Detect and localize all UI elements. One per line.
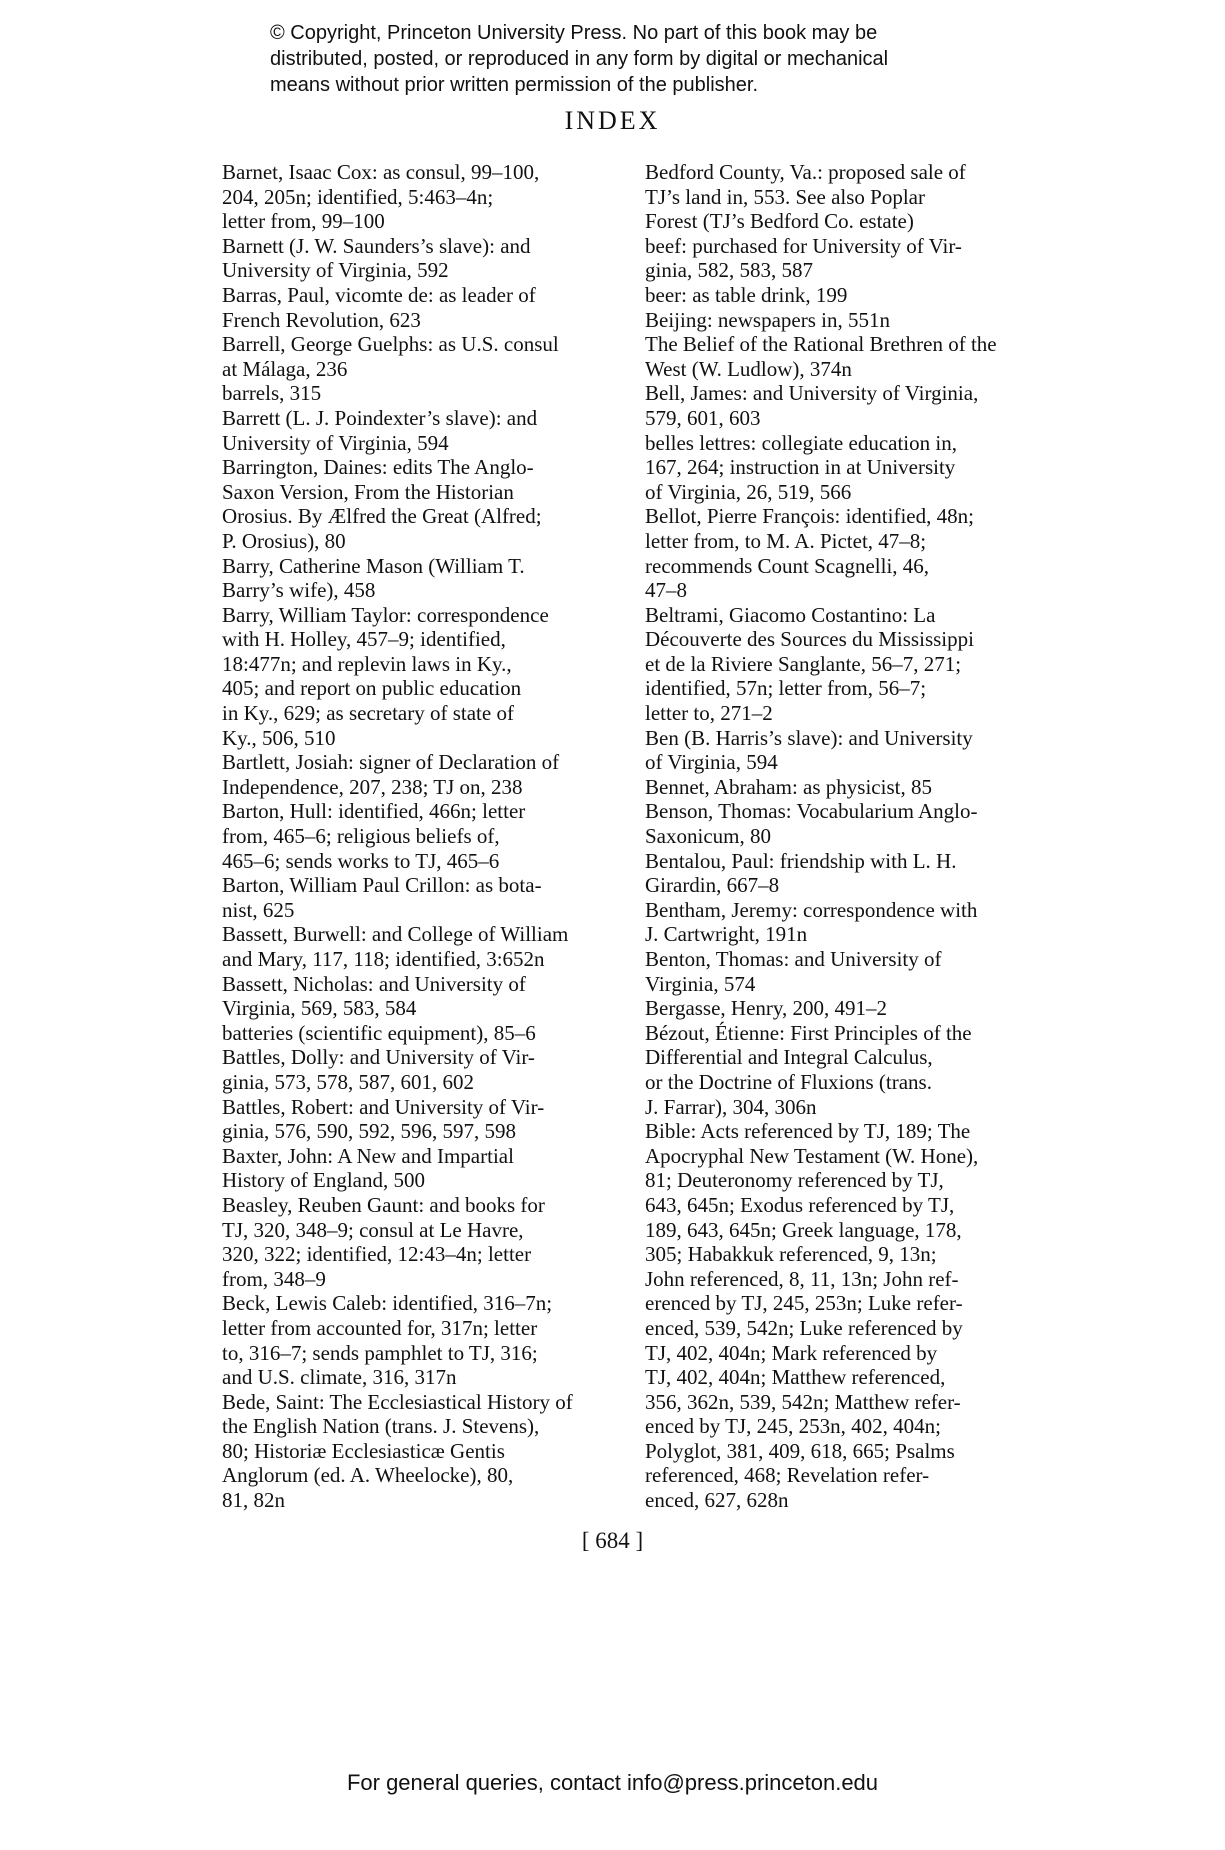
index-entry-line: Battles, Dolly: and University of Vir- bbox=[222, 1045, 535, 1070]
index-entry bbox=[645, 726, 1055, 775]
index-entry-line: Polyglot, 381, 409, 618, 665; Psalms bbox=[645, 1438, 955, 1463]
index-entry-line: 189, 643, 645n; Greek language, 178, bbox=[645, 1217, 962, 1242]
index-entry-line: TJ, 402, 404n; Mark referenced by bbox=[645, 1340, 938, 1365]
index-entry bbox=[222, 972, 647, 1021]
index-entry-line: 405; and report on public education bbox=[222, 676, 522, 701]
index-entry-line: Bellot, Pierre François: identified, 48n; bbox=[645, 504, 974, 529]
index-entry-line: enced by TJ, 245, 253n, 402, 404n; bbox=[645, 1414, 941, 1439]
index-entry bbox=[222, 406, 647, 455]
index-entry-line: University of Virginia, 592 bbox=[222, 258, 449, 283]
index-entry-line: 305; Habakkuk referenced, 9, 13n; bbox=[645, 1242, 937, 1267]
index-entry-line: identified, 57n; letter from, 56–7; bbox=[645, 676, 927, 701]
index-entry bbox=[222, 750, 647, 799]
index-entry bbox=[645, 799, 1055, 848]
index-entry-line: batteries (scientific equipment), 85–6 bbox=[222, 1020, 536, 1045]
index-entry bbox=[645, 849, 1055, 898]
index-entry-line: Baxter, John: A New and Impartial bbox=[222, 1143, 514, 1168]
index-entry bbox=[222, 1144, 647, 1193]
index-entry-line: 204, 205n; identified, 5:463–4n; bbox=[222, 184, 494, 209]
index-entry bbox=[645, 1119, 1055, 1513]
index-entry bbox=[645, 431, 1055, 505]
copyright-line: distributed, posted, or reproduced in any form by digital or mechanical bbox=[270, 48, 889, 70]
index-entry-line: letter to, 271–2 bbox=[645, 701, 773, 726]
index-entry-line: belles lettres: collegiate education in, bbox=[645, 430, 957, 455]
index-entry-line: letter from, 99–100 bbox=[222, 209, 385, 234]
index-entry-line: Apocryphal New Testament (W. Hone), bbox=[645, 1143, 979, 1168]
index-entry-line: Differential and Integral Calculus, bbox=[645, 1045, 933, 1070]
index-entry-line: Bergasse, Henry, 200, 491–2 bbox=[645, 996, 888, 1021]
copyright-line: © Copyright, Princeton University Press. No part of this book may be bbox=[270, 22, 878, 44]
index-entry-line: erenced by TJ, 245, 253n; Luke refer- bbox=[645, 1291, 963, 1316]
index-entry-line: with H. Holley, 457–9; identified, bbox=[222, 627, 506, 652]
index-entry-line: Barry, William Taylor: correspondence bbox=[222, 602, 549, 627]
index-entry-line: 579, 601, 603 bbox=[645, 405, 761, 430]
index-entry-line: Beasley, Reuben Gaunt: and books for bbox=[222, 1192, 545, 1217]
index-entry-line: Barnet, Isaac Cox: as consul, 99–100, bbox=[222, 160, 540, 184]
copyright-notice bbox=[270, 20, 970, 98]
index-column-right bbox=[645, 160, 1055, 1513]
index-entry-line: Bennet, Abraham: as physicist, 85 bbox=[645, 774, 932, 799]
index-entry-line: Virginia, 569, 583, 584 bbox=[222, 996, 417, 1021]
index-entry-line: Bede, Saint: The Ecclesiastical History of bbox=[222, 1389, 573, 1414]
index-entry bbox=[222, 1095, 647, 1144]
index-entry-line: Virginia, 574 bbox=[645, 971, 756, 996]
index-entry bbox=[222, 1021, 647, 1046]
index-entry bbox=[645, 283, 1055, 308]
index-entry-line: TJ, 402, 404n; Matthew referenced, bbox=[645, 1365, 946, 1390]
index-entry-line: recommends Count Scagnelli, 46, bbox=[645, 553, 930, 578]
index-entry-line: J. Cartwright, 191n bbox=[645, 922, 808, 947]
index-entry bbox=[222, 283, 647, 332]
index-entry bbox=[222, 1045, 647, 1094]
index-entry-line: ginia, 582, 583, 587 bbox=[645, 258, 813, 283]
index-entry-line: to, 316–7; sends pamphlet to TJ, 316; bbox=[222, 1340, 538, 1365]
index-entry-line: J. Farrar), 304, 306n bbox=[645, 1094, 817, 1119]
index-entry bbox=[222, 799, 647, 873]
index-entry-line: the English Nation (trans. J. Stevens), bbox=[222, 1414, 540, 1439]
index-entry bbox=[222, 455, 647, 553]
index-entry-line: Barrell, George Guelphs: as U.S. consul bbox=[222, 332, 559, 357]
index-entry-line: from, 348–9 bbox=[222, 1266, 326, 1291]
index-entry bbox=[645, 947, 1055, 996]
index-entry-line: 320, 322; identified, 12:43–4n; letter bbox=[222, 1242, 532, 1267]
index-entry-line: Barton, William Paul Crillon: as bota- bbox=[222, 873, 542, 898]
index-entry-line: and Mary, 117, 118; identified, 3:652n bbox=[222, 947, 545, 971]
index-entry-line: Ky., 506, 510 bbox=[222, 725, 336, 750]
index-entry-line: University of Virginia, 594 bbox=[222, 430, 449, 455]
index-entry bbox=[222, 554, 647, 603]
index-entry-line: P. Orosius), 80 bbox=[222, 528, 346, 553]
index-entry-line: of Virginia, 26, 519, 566 bbox=[645, 479, 852, 504]
index-entry-line: letter from, to M. A. Pictet, 47–8; bbox=[645, 528, 927, 553]
footer-contact: For general queries, contact info@press.princeton.edu bbox=[346, 1770, 879, 1795]
index-entry bbox=[222, 332, 647, 381]
index-entry-line: Bézout, Étienne: First Principles of the bbox=[645, 1020, 972, 1045]
index-entry-line: West (W. Ludlow), 374n bbox=[645, 356, 852, 381]
index-entry-line: at Málaga, 236 bbox=[222, 356, 348, 381]
index-entry bbox=[645, 160, 1055, 234]
index-entry-line: History of England, 500 bbox=[222, 1168, 425, 1193]
index-entry bbox=[645, 603, 1055, 726]
index-entry-line: TJ, 320, 348–9; consul at Le Havre, bbox=[222, 1217, 524, 1242]
index-entry-line: Benson, Thomas: Vocabularium Anglo- bbox=[645, 799, 978, 824]
index-entry bbox=[222, 1291, 647, 1389]
index-entry-line: of Virginia, 594 bbox=[645, 750, 778, 775]
index-entry-line: Beltrami, Giacomo Costantino: La bbox=[645, 602, 936, 627]
index-entry-line: enced, 539, 542n; Luke referenced by bbox=[645, 1315, 963, 1340]
index-entry bbox=[222, 381, 647, 406]
index-entry bbox=[645, 332, 1055, 381]
index-entry bbox=[645, 504, 1055, 602]
index-entry-line: in Ky., 629; as secretary of state of bbox=[222, 701, 514, 726]
index-entry-line: John referenced, 8, 11, 13n; John ref- bbox=[645, 1266, 959, 1291]
index-entry-line: Forest (TJ’s Bedford Co. estate) bbox=[645, 209, 914, 234]
index-entry-line: Independence, 207, 238; TJ on, 238 bbox=[222, 774, 523, 799]
index-entry-line: Saxon Version, From the Historian bbox=[222, 479, 514, 504]
index-entry-line: Bell, James: and University of Virginia, bbox=[645, 381, 979, 406]
index-entry bbox=[645, 898, 1055, 947]
index-entry-line: 80; Historiæ Ecclesiasticæ Gentis bbox=[222, 1438, 505, 1463]
index-entry-line: Bassett, Nicholas: and University of bbox=[222, 971, 526, 996]
index-entry-line: Barry’s wife), 458 bbox=[222, 578, 376, 603]
index-entry-line: barrels, 315 bbox=[222, 381, 322, 406]
index-entry-line: Bartlett, Josiah: signer of Declaration of bbox=[222, 750, 560, 775]
page-number: [ 684 ] bbox=[581, 1528, 644, 1553]
index-entry-line: Ben (B. Harris’s slave): and University bbox=[645, 725, 973, 750]
index-entry-line: Barry, Catherine Mason (William T. bbox=[222, 553, 525, 578]
index-entry-line: 18:477n; and replevin laws in Ky., bbox=[222, 651, 512, 676]
index-entry-line: Barrington, Daines: edits The Anglo- bbox=[222, 455, 534, 480]
index-entry-line: Beijing: newspapers in, 551n bbox=[645, 307, 890, 332]
index-entry-line: Anglorum (ed. A. Wheelocke), 80, bbox=[222, 1463, 514, 1488]
index-entry-line: 356, 362n, 539, 542n; Matthew refer- bbox=[645, 1389, 961, 1414]
index-entry-line: 47–8 bbox=[645, 578, 687, 603]
index-entry-line: Bedford County, Va.: proposed sale of bbox=[645, 160, 966, 184]
index-entry-line: nist, 625 bbox=[222, 897, 295, 922]
index-entry bbox=[222, 234, 647, 283]
index-entry-line: Battles, Robert: and University of Vir- bbox=[222, 1094, 545, 1119]
index-entry-line: ginia, 573, 578, 587, 601, 602 bbox=[222, 1069, 474, 1094]
index-column-left bbox=[222, 160, 647, 1513]
index-entry-line: et de la Riviere Sanglante, 56–7, 271; bbox=[645, 651, 962, 676]
index-entry-line: Bassett, Burwell: and College of William bbox=[222, 922, 569, 947]
index-entry-line: Saxonicum, 80 bbox=[645, 824, 771, 849]
index-entry-line: Barrett (L. J. Poindexter’s slave): and bbox=[222, 405, 538, 430]
index-entry-line: and U.S. climate, 316, 317n bbox=[222, 1365, 457, 1390]
index-entry-line: Barras, Paul, vicomte de: as leader of bbox=[222, 282, 536, 307]
index-entry bbox=[222, 1193, 647, 1291]
index-entry-line: Benton, Thomas: and University of bbox=[645, 947, 942, 971]
index-entry-line: Barton, Hull: identified, 466n; letter bbox=[222, 799, 526, 824]
index-entry-line: ginia, 576, 590, 592, 596, 597, 598 bbox=[222, 1119, 516, 1144]
index-entry-line: French Revolution, 623 bbox=[222, 307, 421, 332]
index-entry bbox=[222, 603, 647, 751]
index-entry-line: Bentham, Jeremy: correspondence with bbox=[645, 897, 978, 922]
index-entry bbox=[645, 234, 1055, 283]
index-entry-line: referenced, 468; Revelation refer- bbox=[645, 1463, 930, 1488]
index-entry-line: from, 465–6; religious beliefs of, bbox=[222, 824, 500, 849]
index-entry-line: Girardin, 667–8 bbox=[645, 873, 780, 898]
index-entry-line: Bentalou, Paul: friendship with L. H. bbox=[645, 848, 957, 873]
index-entry bbox=[645, 996, 1055, 1021]
index-entry-line: or the Doctrine of Fluxions (trans. bbox=[645, 1069, 932, 1094]
index-entry-line: 167, 264; instruction in at University bbox=[645, 455, 956, 480]
index-entry-line: beef: purchased for University of Vir- bbox=[645, 233, 962, 258]
index-entry-line: Beck, Lewis Caleb: identified, 316–7n; bbox=[222, 1291, 553, 1316]
index-entry bbox=[645, 308, 1055, 333]
index-entry-line: letter from accounted for, 317n; letter bbox=[222, 1315, 538, 1340]
index-entry-line: enced, 627, 628n bbox=[645, 1488, 789, 1513]
copyright-line: means without prior written permission of the publisher. bbox=[270, 74, 759, 96]
index-entry bbox=[222, 873, 647, 922]
index-entry bbox=[222, 922, 647, 971]
index-entry-line: Barnett (J. W. Saunders’s slave): and bbox=[222, 233, 531, 258]
index-entry-line: The Belief of the Rational Brethren of the bbox=[645, 332, 997, 357]
index-entry-line: beer: as table drink, 199 bbox=[645, 282, 848, 307]
index-entry-line: Orosius. By Ælfred the Great (Alfred; bbox=[222, 504, 542, 529]
index-entry-line: 81, 82n bbox=[222, 1488, 285, 1513]
index-entry-line: 465–6; sends works to TJ, 465–6 bbox=[222, 848, 500, 873]
index-entry bbox=[222, 1390, 647, 1513]
index-entry bbox=[645, 1021, 1055, 1119]
index-entry-line: 643, 645n; Exodus referenced by TJ, bbox=[645, 1192, 955, 1217]
index-entry bbox=[645, 381, 1055, 430]
index-entry-line: 81; Deuteronomy referenced by TJ, bbox=[645, 1168, 944, 1193]
index-entry bbox=[222, 160, 647, 234]
index-entry-line: Bible: Acts referenced by TJ, 189; The bbox=[645, 1119, 971, 1144]
index-entry bbox=[645, 775, 1055, 800]
page-title: INDEX bbox=[564, 106, 661, 135]
index-entry-line: Découverte des Sources du Mississippi bbox=[645, 627, 974, 652]
index-entry-line: TJ’s land in, 553. See also Poplar bbox=[645, 184, 925, 209]
